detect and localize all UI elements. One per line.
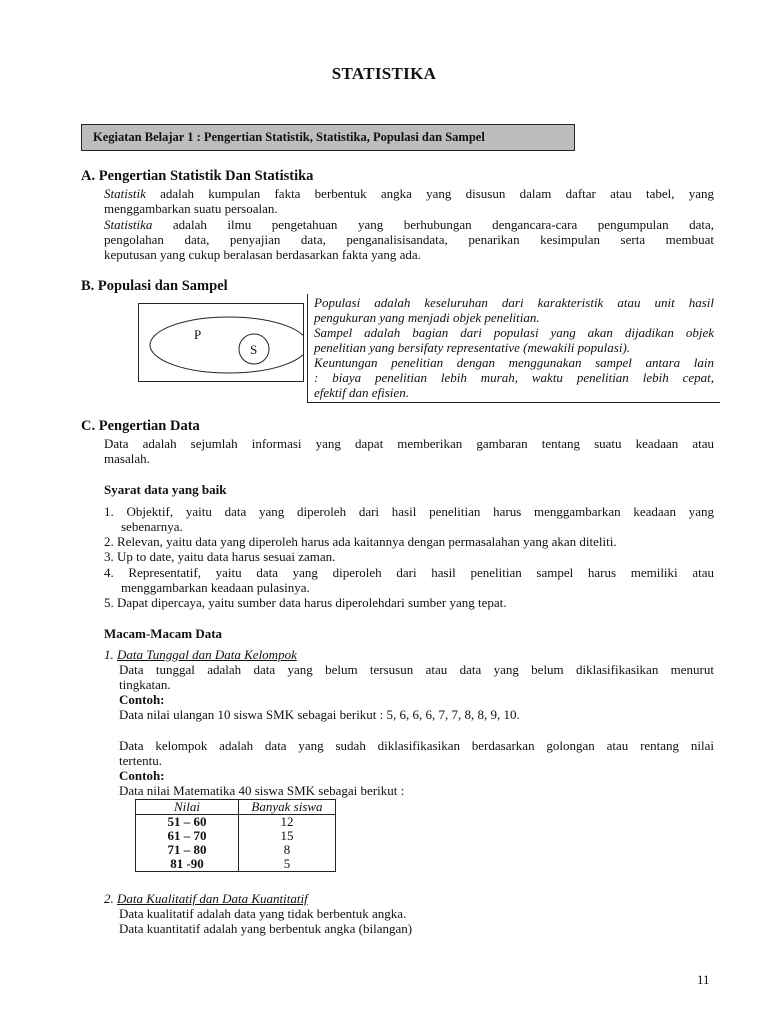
venn-label-p: P [194,327,202,342]
syarat-item-4: 4. Representatif, yaitu data yang diperoleh dari hasil penelitian sampel harus memiliki atau [104,565,714,580]
macam-1-title-text: Data Tunggal dan Data Kelompok [117,647,297,662]
section-a-p1-line1 [104,186,714,201]
pop-line: Sampel adalah bagian dari populasi yang akan dijadikan objek [314,325,714,340]
section-a-heading: A. Pengertian Statistik Dan Statistika [81,168,314,184]
syarat-item-4-cont: menggambarkan keadaan pulasinya. [121,580,310,595]
table-cell-count: 8 [239,843,336,857]
contoh-label-2: Contoh: [119,768,165,783]
macam-1-title [104,647,297,662]
macam-2-title [104,891,308,906]
pop-line: penelitian yang bersifaty representative (mewakili populasi). [314,340,631,355]
m1-p1-line1: Data tunggal adalah data yang belum tersusun atau data yang belum diklasifikasikan menurut [119,662,714,677]
macam-heading: Macam-Macam Data [104,626,223,641]
macam-2-num: 2. [104,891,114,906]
section-c-intro-line2: masalah. [104,451,150,466]
m2-line1: Data kualitatif adalah data yang tidak berbentuk angka. [119,906,407,921]
table-row [136,815,336,830]
pop-line: efektif dan efisien. [314,385,409,400]
table-cell-count: 12 [239,815,336,830]
page-number: 11 [697,972,710,987]
table-header-banyak: Banyak siswa [239,800,336,815]
table-cell-nilai: 81 -90 [136,857,239,872]
term-statistika: Statistika [104,217,153,232]
p1-rest: adalah kumpulan fakta berbentuk angka yang disusun dalam daftar atau tabel, yang [145,186,714,201]
section-a-p2-line3: keputusan yang cukup beralasan berdasarkan fakta yang ada. [104,247,421,262]
venn-label-s: S [250,342,258,357]
population-ellipse [150,317,303,373]
data-table [135,799,336,872]
table-cell-nilai: 51 – 60 [136,815,239,830]
kegiatan-box: Kegiatan Belajar 1 : Pengertian Statistik, Statistika, Populasi dan Sampel [81,124,575,151]
m1-p2-line1: Data kelompok adalah data yang sudah diklasifikasikan berdasarkan golongan atau rentang nilai [119,738,714,753]
syarat-heading: Syarat data yang baik [104,482,227,497]
table-header-nilai: Nilai [136,800,239,815]
syarat-item-3: 3. Up to date, yaitu data harus sesuai zaman. [104,549,336,564]
section-a-p2-line1 [104,217,714,232]
term-statistik: Statistik [104,186,146,201]
syarat-item-1: 1. Objektif, yaitu data yang diperoleh dari hasil penelitian harus menggambarkan keadaan yang [104,504,714,519]
venn-diagram [138,303,304,382]
table-cell-nilai: 61 – 70 [136,829,239,843]
p2-rest: adalah ilmu pengetahuan yang berhubungan dengancara-cara pengumpulan data, [152,217,714,232]
m1-p1-line2: tingkatan. [119,677,171,692]
section-a-p1-line2: menggambarkan suatu persoalan. [104,201,278,216]
syarat-item-2: 2. Relevan, yaitu data yang diperoleh harus ada kaitannya dengan permasalahan yang akan diteliti. [104,534,617,549]
table-row [136,857,336,872]
pop-line: Populasi adalah keseluruhan dari karakteristik atau unit hasil [314,295,714,310]
syarat-item-1-cont: sebenarnya. [121,519,183,534]
section-a-p2-line2: pengolahan data, penyajian data, penganalisisandata, penarikan kesimpulan serta membuat [104,232,714,247]
table-cell-count: 5 [239,857,336,872]
macam-1-num: 1. [104,647,114,662]
m1-example-1: Data nilai ulangan 10 siswa SMK sebagai berikut : 5, 6, 6, 6, 7, 7, 8, 8, 9, 10. [119,707,520,722]
pop-line: pengukuran yang menjadi objek penelitian. [314,310,540,325]
table-header-row [136,800,336,815]
macam-2-title-text: Data Kualitatif dan Data Kuantitatif [117,891,308,906]
table-row [136,843,336,857]
pop-line: Keuntungan penelitian dengan menggunakan sampel antara lain [314,355,714,370]
m2-line2: Data kuantitatif adalah yang berbentuk angka (bilangan) [119,921,413,936]
pop-line: : biaya penelitian lebih murah, waktu penelitian lebih cepat, [314,370,714,385]
table-cell-nilai: 71 – 80 [136,843,239,857]
table-cell-count: 15 [239,829,336,843]
section-c-intro-line1: Data adalah sejumlah informasi yang dapat memberikan gambaran tentang suatu keadaan atau [104,436,714,451]
syarat-item-5: 5. Dapat dipercaya, yaitu sumber data harus diperolehdari sumber yang tepat. [104,595,507,610]
contoh-label-1: Contoh: [119,692,165,707]
venn-svg [139,304,303,381]
table-row [136,829,336,843]
page-title: STATISTIKA [331,64,437,83]
m1-p2-line2: tertentu. [119,753,162,768]
section-b-heading: B. Populasi dan Sampel [81,278,228,294]
population-text [314,295,714,400]
section-c-heading: C. Pengertian Data [81,418,200,434]
m1-example-2: Data nilai Matematika 40 siswa SMK sebagai berikut : [119,783,405,798]
